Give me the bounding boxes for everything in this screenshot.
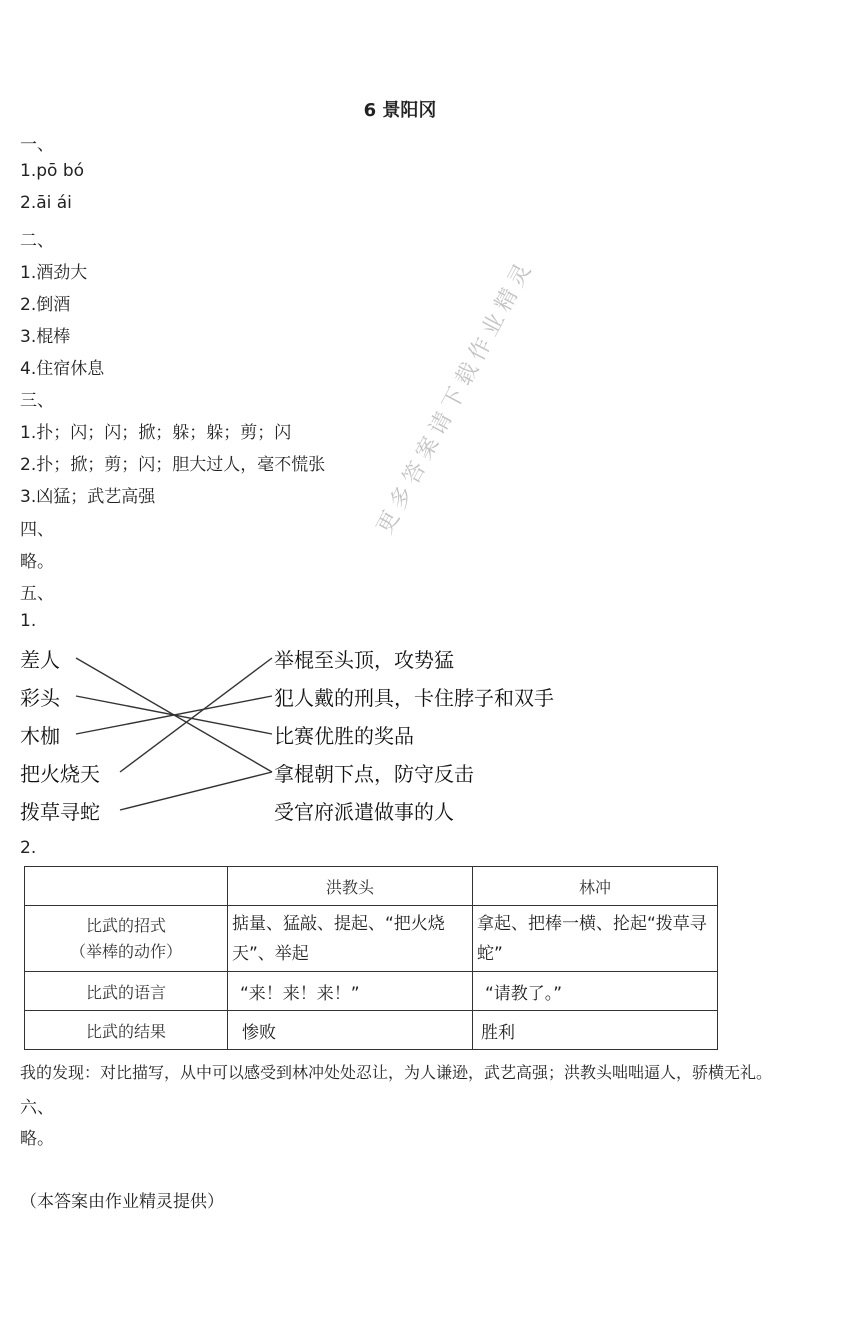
table-row-label: 比武的招式 （举棒的动作） [25,906,228,972]
table-cell: 胜利 [473,1011,718,1050]
table-row [25,972,718,1011]
match-connector-line [120,658,272,772]
table-cell: “来！来！来！” [228,972,473,1011]
match-left-item: 把火烧天 [20,762,100,786]
table-cell: “请教了。” [473,972,718,1011]
match-right-item: 犯人戴的刑具，卡住脖子和双手 [274,686,554,710]
match-left-item: 拨草寻蛇 [20,800,100,824]
answer-line: 3.凶猛；武艺高强 [20,487,156,507]
match-right-item: 受官府派遣做事的人 [274,800,454,824]
match-connector-line [120,772,272,810]
match-left-item: 差人 [20,648,60,672]
answer-line: 1.酒劲大 [20,263,88,283]
answer-line: 略。 [20,1129,54,1149]
footer-note: （本答案由作业精灵提供） [20,1192,224,1212]
table-header-cell: 洪教头 [228,867,473,906]
match-right-item: 举棍至头顶，攻势猛 [274,648,454,672]
section-5-label: 五、 [20,584,54,604]
answer-line: 2.āi ái [20,193,72,213]
answer-line: 略。 [20,552,54,572]
table-header-cell [25,867,228,906]
match-left-item: 彩头 [20,686,60,710]
table-cell: 拿起、把棒一横、抡起“拨草寻蛇” [473,906,718,972]
answer-line: 2.倒酒 [20,295,71,315]
section-4-label: 四、 [20,520,54,540]
comparison-table [24,866,718,1050]
section-2-label: 二、 [20,231,54,251]
match-left-item: 木枷 [20,724,60,748]
table-cell: 惨败 [228,1011,473,1050]
table-header-cell: 林冲 [473,867,718,906]
matching-figure [20,640,620,830]
table-row-label: 比武的语言 [25,972,228,1011]
section-6-label: 六、 [20,1098,54,1118]
answer-line: 4.住宿休息 [20,359,105,379]
finding-text: 我的发现：对比描写，从中可以感受到林冲处处忍让，为人谦逊，武艺高强；洪教头咄咄逼人，骄横无礼。 [20,1063,773,1082]
answer-line: 3.棍棒 [20,327,71,347]
page-title: 6 景阳冈 [363,100,437,121]
answer-line: 2.扑；掀；剪；闪；胆大过人，毫不慌张 [20,455,326,475]
section-1-label: 一、 [20,135,54,155]
match-right-item: 比赛优胜的奖品 [274,724,414,748]
table-row [25,906,718,972]
answer-line: 1.pō bó [20,161,85,181]
question-2-label: 2. [20,838,37,858]
match-right-item: 拿棍朝下点，防守反击 [274,762,474,786]
section-3-label: 三、 [20,391,54,411]
watermark: 更多答案请下载作业精灵 [372,254,540,539]
table-row-label: 比武的结果 [25,1011,228,1050]
answer-line: 1.扑；闪；闪；掀；躲；躲；剪；闪 [20,423,292,443]
table-row [25,1011,718,1050]
table-header-row [25,867,718,906]
table-cell: 掂量、猛敲、提起、“把火烧天”、举起 [228,906,473,972]
question-1-label: 1. [20,611,37,631]
